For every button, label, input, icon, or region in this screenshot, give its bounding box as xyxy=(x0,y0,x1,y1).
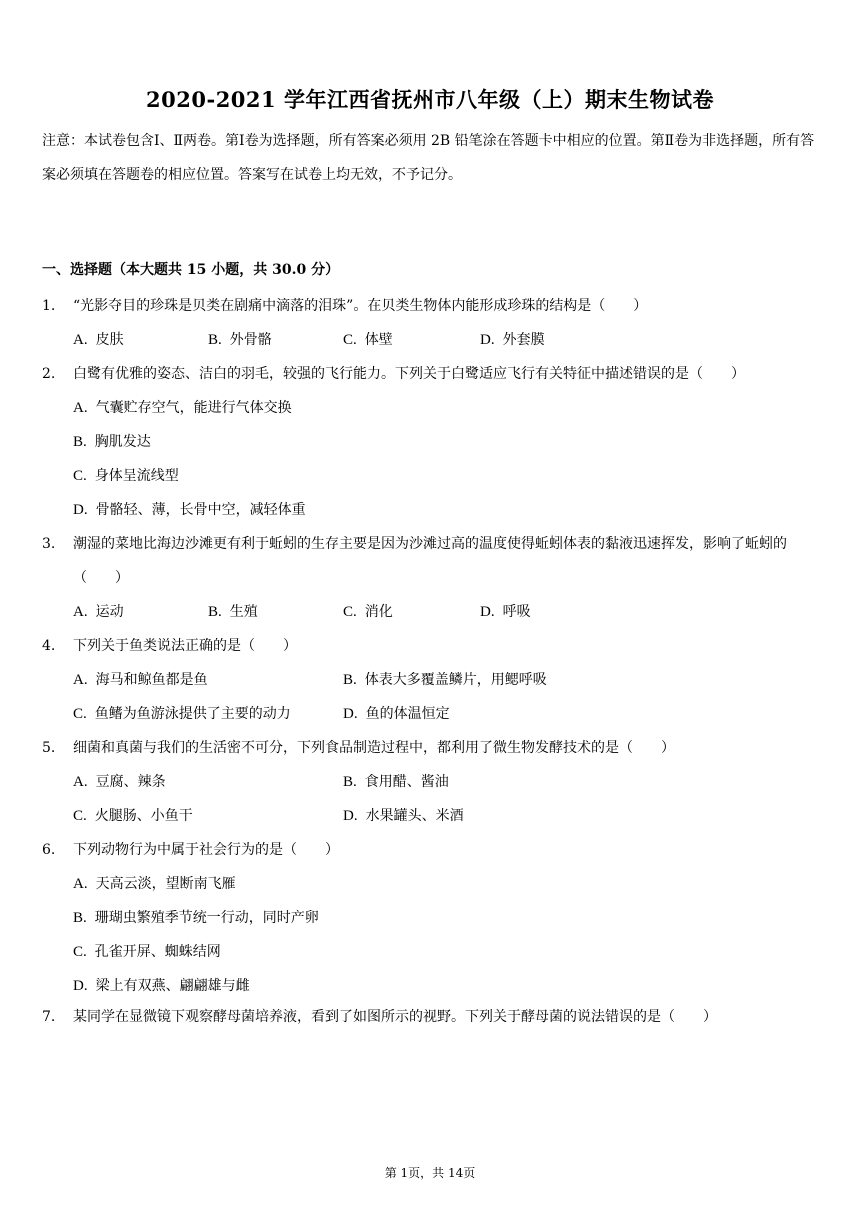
option-letter: A. xyxy=(73,604,88,620)
option-c xyxy=(343,323,393,357)
option-c xyxy=(73,799,193,833)
section-heading: 一、选择题（本大题共 15 小题，共 30.0 分） xyxy=(42,262,340,278)
option-letter: D. xyxy=(480,604,495,620)
option-letter: A. xyxy=(73,774,88,790)
option-text: 鱼的体温恒定 xyxy=(365,706,450,722)
option-letter: C. xyxy=(343,604,357,620)
option-text: 鱼鳍为鱼游泳提供了主要的动力 xyxy=(94,706,291,722)
option-letter: C. xyxy=(73,468,87,484)
question-stem: 下列动物行为中属于社会行为的是（ ） xyxy=(73,842,339,858)
option-text: 皮肤 xyxy=(95,332,124,348)
option-letter: B. xyxy=(208,332,222,348)
option-letter: D. xyxy=(73,502,88,518)
question-stem: 下列关于鱼类说法正确的是（ ） xyxy=(73,638,297,654)
question-3 xyxy=(42,527,822,595)
question-number: 4. xyxy=(42,638,56,654)
option-letter: B. xyxy=(208,604,222,620)
question-4 xyxy=(42,629,822,663)
option-text: 火腿肠、小鱼干 xyxy=(94,808,193,824)
option-letter: B. xyxy=(343,672,357,688)
option-letter: A. xyxy=(73,672,88,688)
question-stem: 细菌和真菌与我们的生活密不可分，下列食品制造过程中，都利用了微生物发酵技术的是（ ） xyxy=(73,740,675,756)
option-b xyxy=(208,323,272,357)
option-text: 食用醋、酱油 xyxy=(364,774,449,790)
option-text: 豆腐、辣条 xyxy=(95,774,166,790)
question-5 xyxy=(42,731,822,765)
question-number: 3. xyxy=(42,536,56,552)
option-text: 天高云淡，望断南飞雁 xyxy=(95,876,236,892)
option-text: 呼吸 xyxy=(502,604,531,620)
question-stem: 潮湿的菜地比海边沙滩更有利于蚯蚓的生存主要是因为沙滩过高的温度使得蚯蚓体表的黏液迅速挥发，影响了蚯蚓的（ ） xyxy=(73,536,787,586)
option-d xyxy=(343,697,450,731)
option-b xyxy=(343,765,449,799)
option-letter: C. xyxy=(73,808,87,824)
question-stem: “光影夺目的珍珠是贝类在剧痛中滴落的泪珠”。在贝类生物体内能形成珍珠的结构是（ ） xyxy=(73,298,648,314)
option-text: 海马和鲸鱼都是鱼 xyxy=(95,672,208,688)
option-text: 梁上有双燕、翩翩雄与雌 xyxy=(95,978,250,994)
option-text: 生殖 xyxy=(229,604,258,620)
option-text: 体表大多覆盖鳞片，用鳃呼吸 xyxy=(364,672,547,688)
option-text: 气囊贮存空气，能进行气体交换 xyxy=(95,400,292,416)
option-letter: D. xyxy=(480,332,495,348)
option-letter: C. xyxy=(73,706,87,722)
question-stem: 某同学在显微镜下观察酵母菌培养液，看到了如图所示的视野。下列关于酵母菌的说法错误的是（ ） xyxy=(73,1009,717,1025)
question-number: 7. xyxy=(42,1009,56,1025)
question-2 xyxy=(42,357,822,391)
option-letter: D. xyxy=(343,706,358,722)
question-6 xyxy=(42,833,822,867)
option-letter: A. xyxy=(73,400,88,416)
option-b xyxy=(208,595,258,629)
option-letter: B. xyxy=(73,434,87,450)
option-d xyxy=(480,595,531,629)
exam-notice: 注意：本试卷包含Ⅰ、Ⅱ两卷。第Ⅰ卷为选择题，所有答案必须用 2B 铅笔涂在答题卡中相应的位置。第Ⅱ卷为非选择题，所有答案必须填在答题卷的相应位置。答案写在试卷上均无效，不予记分。 xyxy=(42,133,815,183)
option-letter: C. xyxy=(73,944,87,960)
option-letter: B. xyxy=(343,774,357,790)
option-text: 水果罐头、米酒 xyxy=(365,808,464,824)
option-text: 胸肌发达 xyxy=(94,434,151,450)
question-number: 6. xyxy=(42,842,56,858)
option-text: 珊瑚虫繁殖季节统一行动，同时产卵 xyxy=(94,910,319,926)
option-text: 外套膜 xyxy=(502,332,545,348)
option-text: 外骨骼 xyxy=(229,332,272,348)
question-1 xyxy=(42,289,822,323)
option-d xyxy=(480,323,545,357)
question-number: 1. xyxy=(42,298,56,314)
option-text: 孔雀开屏、蜘蛛结网 xyxy=(94,944,221,960)
option-b xyxy=(343,663,547,697)
option-text: 骨骼轻、薄，长骨中空，减轻体重 xyxy=(95,502,306,518)
question-number: 5. xyxy=(42,740,56,756)
option-letter: B. xyxy=(73,910,87,926)
option-text: 运动 xyxy=(95,604,124,620)
option-a xyxy=(73,765,166,799)
question-7 xyxy=(42,1000,822,1034)
option-letter: D. xyxy=(73,978,88,994)
option-letter: D. xyxy=(343,808,358,824)
option-a xyxy=(73,323,124,357)
option-letter: A. xyxy=(73,876,88,892)
option-d xyxy=(343,799,464,833)
option-letter: A. xyxy=(73,332,88,348)
page-footer: 第 1页，共 14页 xyxy=(384,1166,476,1180)
option-letter: C. xyxy=(343,332,357,348)
question-stem: 白鹭有优雅的姿态、洁白的羽毛，较强的飞行能力。下列关于白鹭适应飞行有关特征中描述错误的是（ ） xyxy=(73,366,745,382)
option-text: 体壁 xyxy=(364,332,393,348)
option-a xyxy=(73,595,124,629)
question-number: 2. xyxy=(42,366,56,382)
option-a xyxy=(73,663,208,697)
option-c xyxy=(343,595,393,629)
option-text: 消化 xyxy=(364,604,393,620)
option-text: 身体呈流线型 xyxy=(94,468,179,484)
page-title: 2020-2021 学年江西省抚州市八年级（上）期末生物试卷 xyxy=(146,87,714,112)
option-c xyxy=(73,697,291,731)
